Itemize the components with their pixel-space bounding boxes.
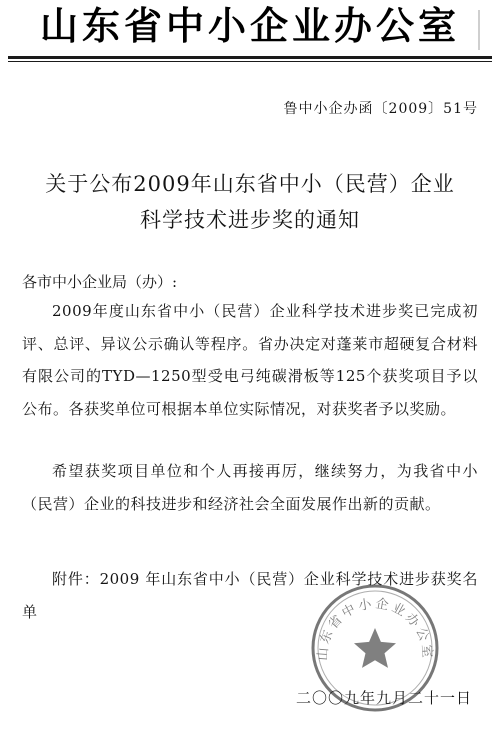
- svg-text:山东省中小企业办公室: 山东省中小企业办公室: [315, 596, 435, 662]
- header-org-name: 山东省中小企业办公室: [39, 4, 460, 48]
- scan-artifact: [478, 10, 480, 50]
- notice-title-line-1: 关于公布2009年山东省中小（民营）企业: [45, 172, 455, 196]
- notice-title: [10, 166, 490, 238]
- body-paragraph-1: 2009年度山东省中小（民营）企业科学技术进步奖已完成初评、总评、异议公示确认等程序。省办决定对蓬莱市超硬复合材料有限公司的TYD—1250型受电弓纯碳滑板等125个获奖项目予以公布。各获奖单位可根据本单位实际情况，对获奖者予以奖励。: [22, 302, 478, 418]
- attachment-line: 附件：2009 年山东省中小（民营）企业科学技术进步获奖名单: [22, 570, 478, 621]
- header-rule-thin: [8, 61, 492, 62]
- issue-date: 二〇〇九年九月二十一日: [295, 689, 472, 707]
- salutation: 各市中小企业局（办）:: [22, 273, 178, 291]
- document-number: 鲁中小企办函〔2009〕51号: [283, 101, 478, 117]
- seal-star-icon: [354, 628, 396, 668]
- notice-title-line-2: 科学技术进步奖的通知: [140, 208, 360, 232]
- header-rule-thick: [8, 56, 492, 59]
- body-paragraph-2: 希望获奖项目单位和个人再接再厉，继续努力，为我省中小（民营）企业的科技进步和经济社会全面发展作出新的贡献。: [22, 462, 478, 513]
